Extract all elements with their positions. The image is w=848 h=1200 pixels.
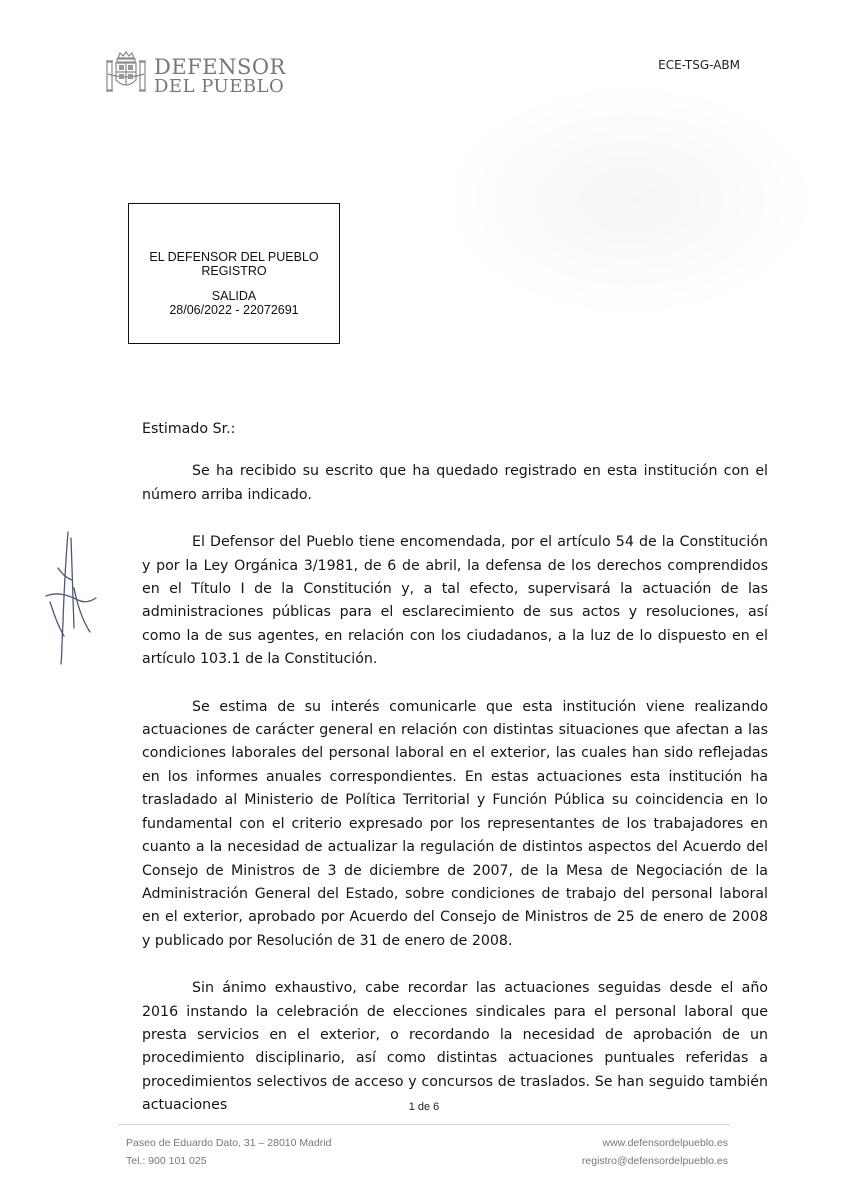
footer-email: registro@defensordelpueblo.es [581,1155,728,1167]
footer-divider [118,1124,730,1125]
stamp-registry: REGISTRO [201,264,267,278]
logo-subtitle: DEL PUEBLO [154,76,285,97]
stamp-institution: EL DEFENSOR DEL PUEBLO [149,250,319,264]
footer-address: Paseo de Eduardo Dato, 31 – 28010 Madrid [126,1137,332,1149]
handwritten-signature [38,528,100,668]
reference-code: ECE-TSG-ABM [658,58,740,72]
paragraph: Sin ánimo exhaustivo, cabe recordar las actuaciones seguidas desde el año 2016 instando la celebración de elecciones sindicales para el personal laboral que presta servicios en el exterior, o recordando la necesidad de aprobación de un procedimiento disciplinario, así como distintas actuaciones puntuales referidas a procedimientos selectivos de acceso y concursos de traslados. Se han seguido también actuaciones [142,980,768,1114]
coat-of-arms-icon [104,50,148,100]
stamp-date-number: 28/06/2022 - 22072691 [169,303,299,317]
footer-phone: Tel.: 900 101 025 [126,1155,207,1167]
paragraph: Se ha recibido su escrito que ha quedado registrado en esta institución con el número arriba indicado. [142,463,768,503]
salutation: Estimado Sr.: [142,421,236,437]
footer-website: www.defensordelpueblo.es [602,1137,728,1149]
paragraph: Se estima de su interés comunicarle que esta institución viene realizando actuaciones de carácter general en relación con distintas situaciones que afectan a las condiciones laborales del personal laboral en el exterior, las cuales han sido reflejadas en los informes anuales correspondientes. En estas actuaciones esta institución ha trasladado al Ministerio de Política Territorial y Función Pública su coincidencia en lo fundamental con el criterio expresado por los representantes de los trabajadores en cuanto a la necesidad de actualizar la regulación de distintos aspectos del Acuerdo del Consejo de Ministros de 3 de diciembre de 2007, de la Mesa de Negociación de la Administración General del Estado, sobre condiciones de trabajo del personal laboral en el exterior, aprobado por Acuerdo del Consejo de Ministros de 25 de enero de 2008 y publicado por Resolución de 31 de enero de 2008. [142,698,768,949]
logo-title: DEFENSOR [154,55,286,79]
registry-stamp [128,203,340,344]
paragraph: El Defensor del Pueblo tiene encomendada, por el artículo 54 de la Constitución y por la Ley Orgánica 3/1981, de 6 de abril, la defensa de los derechos comprendidos en el Título I de la Constitución y, a tal efecto, supervisará la actuación de las administraciones públicas para el esclarecimiento de sus actos y resoluciones, así como la de sus agentes, en relación con los ciudadanos, a la luz de lo dispuesto en el artículo 103.1 de la Constitución. [142,534,768,668]
letter-body [142,418,768,1142]
redacted-address-area [440,80,820,320]
page-number: 1 de 6 [408,1101,440,1113]
defensor-del-pueblo-logo [104,50,284,102]
stamp-type: SALIDA [211,289,257,303]
